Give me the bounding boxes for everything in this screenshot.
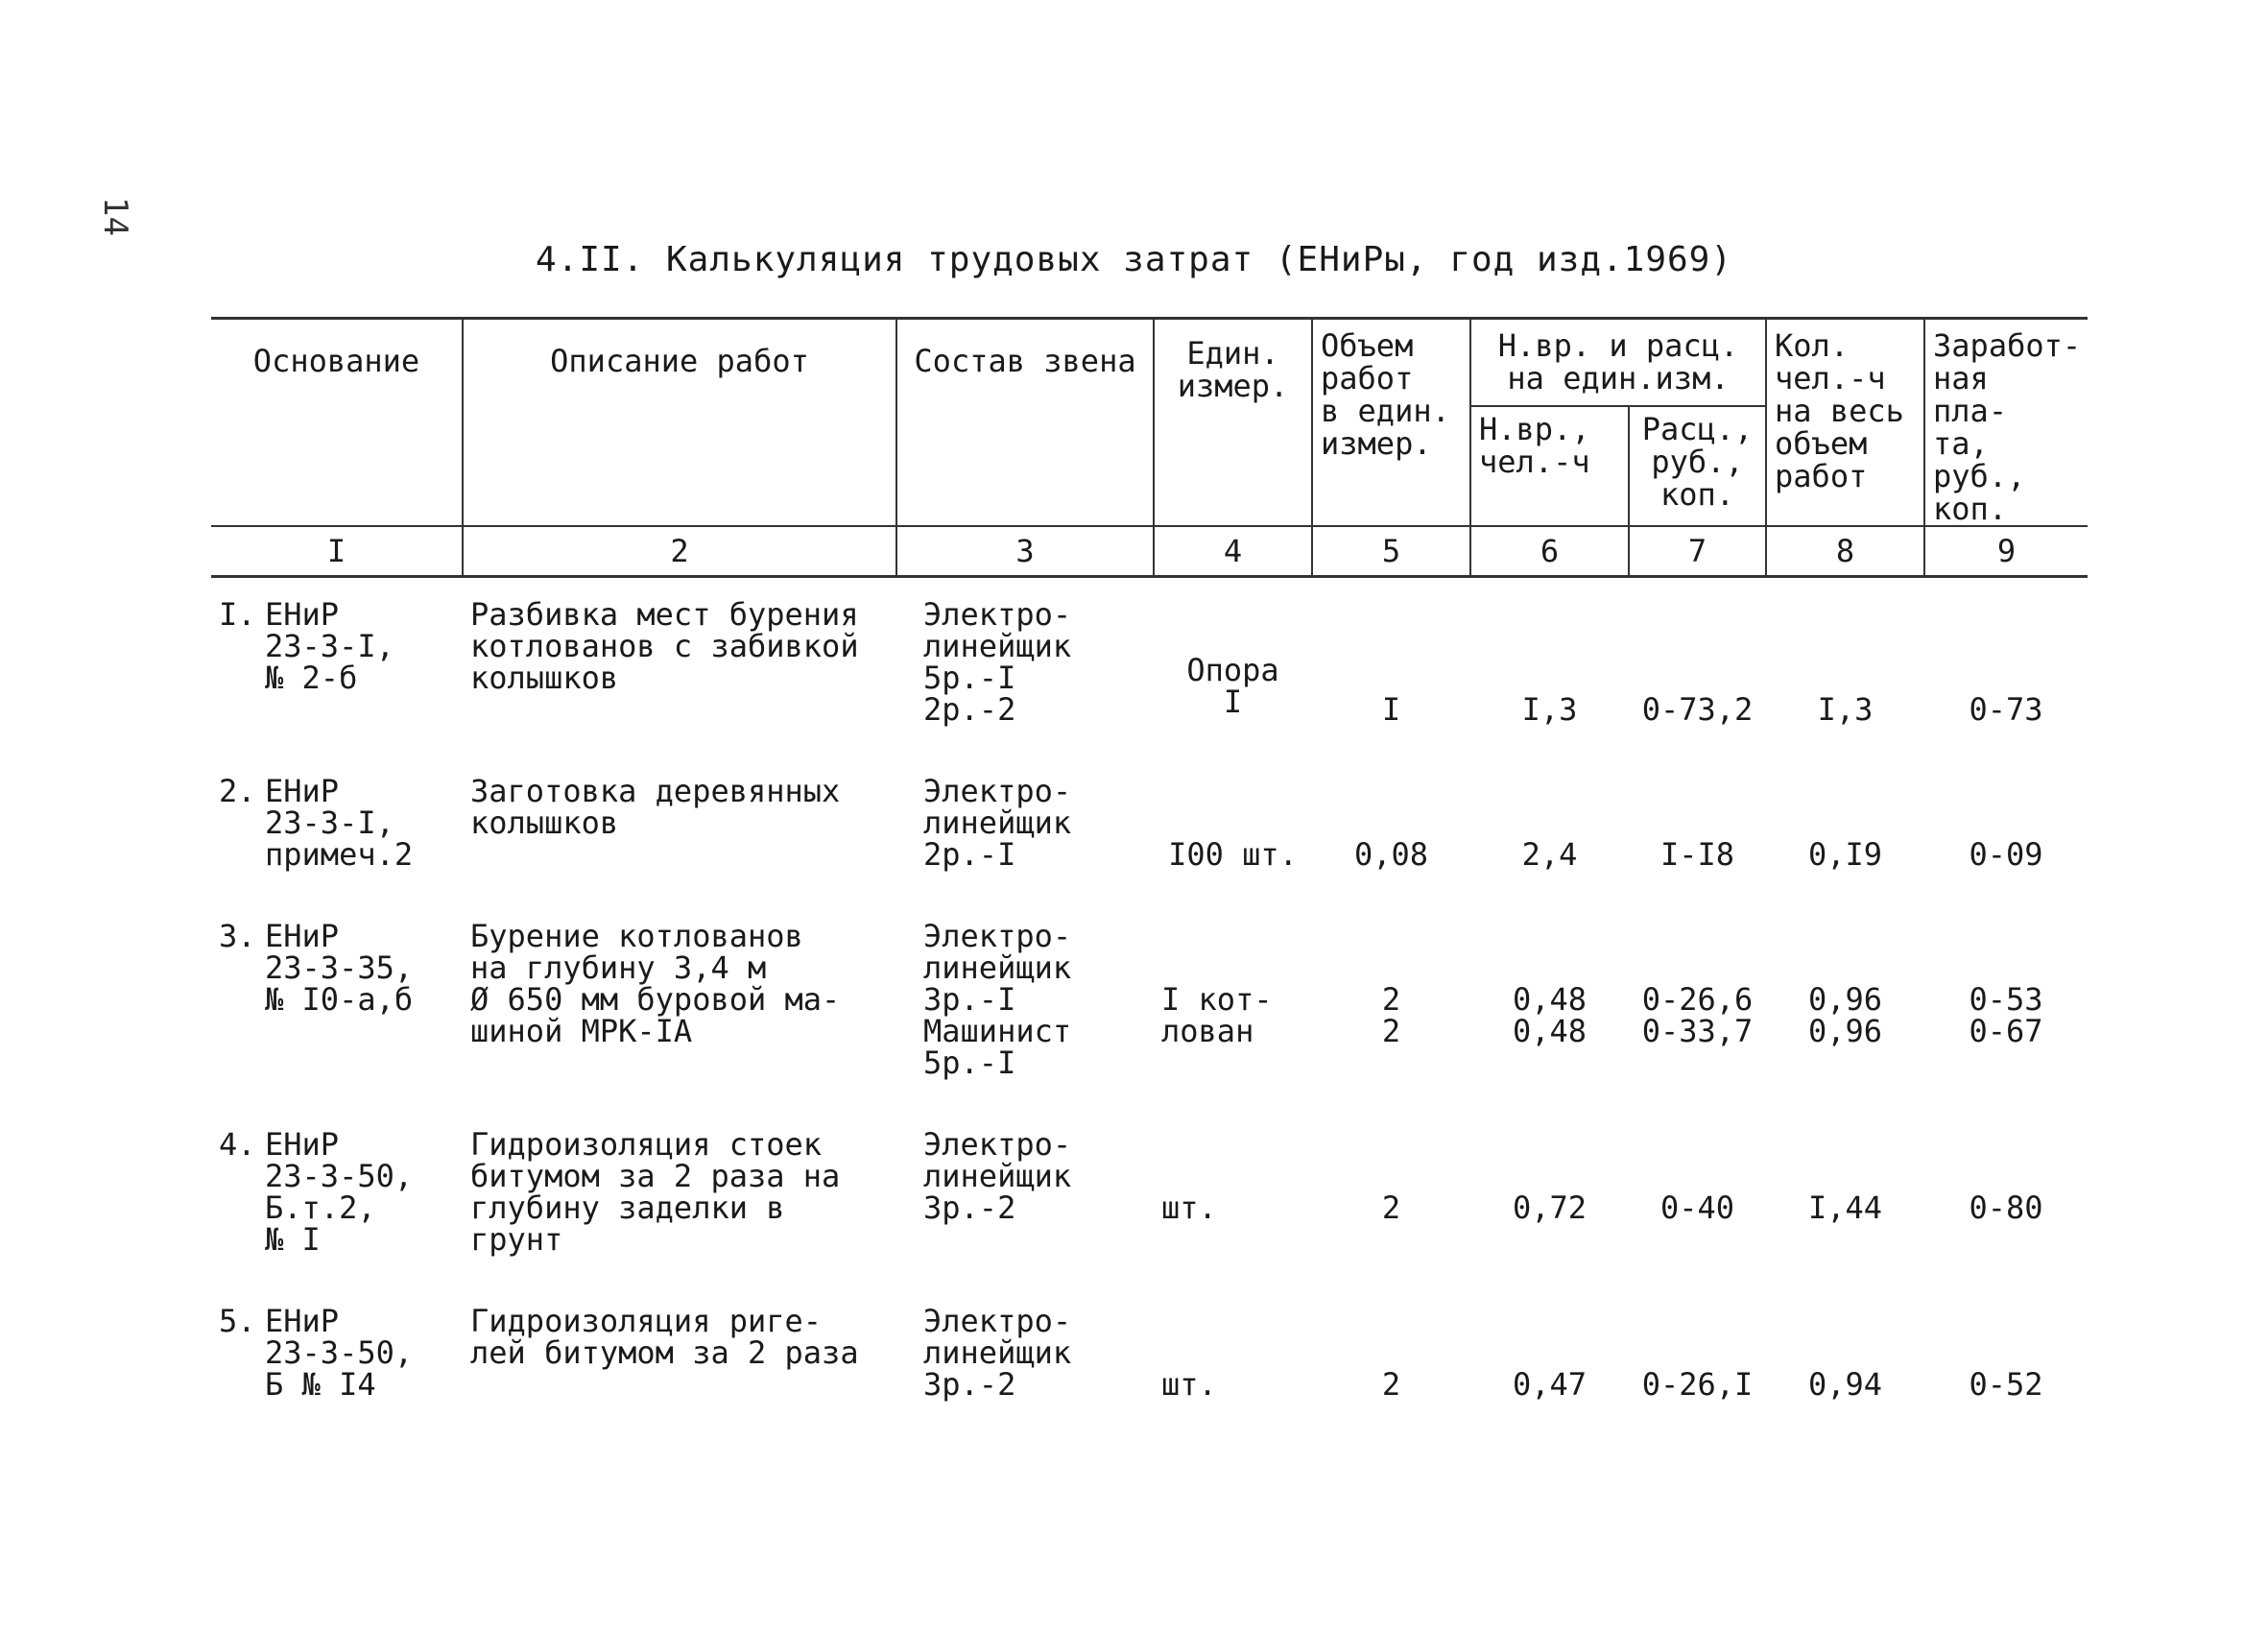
cell-wage: 0-73 — [1969, 691, 2043, 728]
header-unit: Един. измер. — [1154, 319, 1312, 527]
basis-text: ЕНиР 23-3-50, Б № I4 — [265, 1303, 414, 1403]
cell-total-hours: I,44 — [1807, 1189, 1883, 1226]
header-rate: Расц., руб., коп. — [1629, 406, 1766, 526]
cell-crew: Электро- линейщик 3р.-2 — [923, 1126, 1072, 1226]
cell-rate: I-I8 — [1659, 836, 1735, 873]
cell-norm-time: 0,48 0,48 — [1512, 981, 1588, 1049]
cell-unit: шт. — [1161, 1189, 1217, 1226]
document-title: 4.II. Калькуляция трудовых затрат (ЕНиРы, год изд.1969) — [535, 240, 1733, 279]
column-number: 8 — [1766, 526, 1924, 577]
column-number: 7 — [1629, 526, 1766, 577]
labor-cost-table — [211, 317, 2088, 1401]
cell-volume: I — [1381, 691, 1401, 728]
header-wage: Заработ- ная пла- та, руб., коп. — [1924, 319, 2088, 527]
table-header-row — [211, 319, 2088, 406]
cell-unit: I кот- лован — [1161, 981, 1273, 1049]
cell-norm-time: 2,4 — [1521, 836, 1578, 873]
cell-description: Гидроизоляция стоек битумом за 2 раза на глубину заделки в грунт — [470, 1126, 841, 1258]
table-row — [211, 1079, 2088, 1256]
cell-rate: 0-40 — [1659, 1189, 1735, 1226]
cell-volume: 2 — [1381, 1366, 1401, 1403]
cell-wage: 0-09 — [1969, 836, 2043, 873]
column-number: I — [211, 526, 463, 577]
cell-description: Заготовка деревянных колышков — [470, 773, 841, 841]
cell-description: Гидроизоляция риге- лей битумом за 2 раза — [470, 1303, 859, 1371]
cell-unit: I00 шт. — [1168, 836, 1298, 873]
header-norm-time: Н.вр., чел.-ч — [1470, 406, 1629, 526]
cell-rate: 0-26,6 0-33,7 — [1641, 981, 1754, 1049]
page-number: 14 — [96, 197, 134, 236]
cell-crew: Электро- линейщик 3р.-2 — [923, 1303, 1072, 1403]
cell-wage: 0-52 — [1969, 1366, 2043, 1403]
cell-basis — [211, 1079, 463, 1256]
cell-norm-time: 0,72 — [1512, 1189, 1588, 1226]
cell-crew: Электро- линейщик 5р.-I 2р.-2 — [923, 596, 1072, 728]
cell-basis — [211, 1256, 463, 1401]
cell-rate: 0-73,2 — [1641, 691, 1754, 728]
cell-total-hours: 0,94 — [1807, 1366, 1883, 1403]
cell-basis — [211, 726, 463, 871]
cell-basis — [211, 871, 463, 1079]
cell-crew: Электро- линейщик 2р.-I — [923, 773, 1072, 873]
cell-total-hours: I,3 — [1817, 691, 1874, 728]
basis-text: ЕНиР 23-3-I, № 2-б — [265, 596, 394, 696]
header-description: Описание работ — [463, 319, 896, 527]
cell-rate: 0-26,I — [1641, 1366, 1754, 1403]
column-number: 6 — [1470, 526, 1629, 577]
header-crew: Состав звена — [896, 319, 1154, 527]
table-row — [211, 1256, 2088, 1401]
cell-norm-time: I,3 — [1521, 691, 1578, 728]
row-number: I. — [219, 596, 256, 633]
table-row — [211, 726, 2088, 871]
cell-wage: 0-80 — [1969, 1189, 2043, 1226]
cell-norm-time: 0,47 — [1512, 1366, 1588, 1403]
cell-basis — [211, 577, 463, 727]
column-number: 3 — [896, 526, 1154, 577]
column-number: 5 — [1312, 526, 1470, 577]
cell-unit: шт. — [1161, 1366, 1217, 1403]
row-number: 5. — [219, 1303, 256, 1339]
cell-volume: 0,08 — [1353, 836, 1429, 873]
cell-wage: 0-53 0-67 — [1969, 981, 2043, 1049]
column-number: 4 — [1154, 526, 1312, 577]
table-row — [211, 577, 2088, 727]
cell-description: Разбивка мест бурения котлованов с забивкой колышков — [470, 596, 859, 696]
header-volume: Объем работ в един. измер. — [1312, 319, 1470, 527]
basis-text: ЕНиР 23-3-35, № I0-а,б — [265, 918, 414, 1018]
column-number: 9 — [1924, 526, 2088, 577]
basis-text: ЕНиР 23-3-50, Б.т.2, № I — [265, 1126, 414, 1258]
cell-total-hours: 0,96 0,96 — [1807, 981, 1883, 1049]
basis-text: ЕНиР 23-3-I, примеч.2 — [265, 773, 414, 873]
header-total-hours: Кол. чел.-ч на весь объем работ — [1766, 319, 1924, 527]
cell-volume: 2 2 — [1381, 981, 1401, 1049]
row-number: 4. — [219, 1126, 256, 1163]
column-number: 2 — [463, 526, 896, 577]
header-norm-group: Н.вр. и расц. на един.изм. — [1470, 319, 1766, 406]
row-number: 3. — [219, 918, 256, 954]
table-row — [211, 871, 2088, 1079]
cell-unit: Опора I — [1186, 652, 1279, 720]
row-number: 2. — [219, 773, 256, 809]
cell-total-hours: 0,I9 — [1807, 836, 1883, 873]
cell-volume: 2 — [1381, 1189, 1401, 1226]
header-basis: Основание — [211, 319, 463, 527]
cell-crew: Электро- линейщик 3р.-I Машинист 5р.-I — [923, 918, 1072, 1081]
column-number-row — [211, 526, 2088, 577]
cell-description: Бурение котлованов на глубину 3,4 м Ø 650 мм буровой ма- шиной МРК-IА — [470, 918, 841, 1049]
